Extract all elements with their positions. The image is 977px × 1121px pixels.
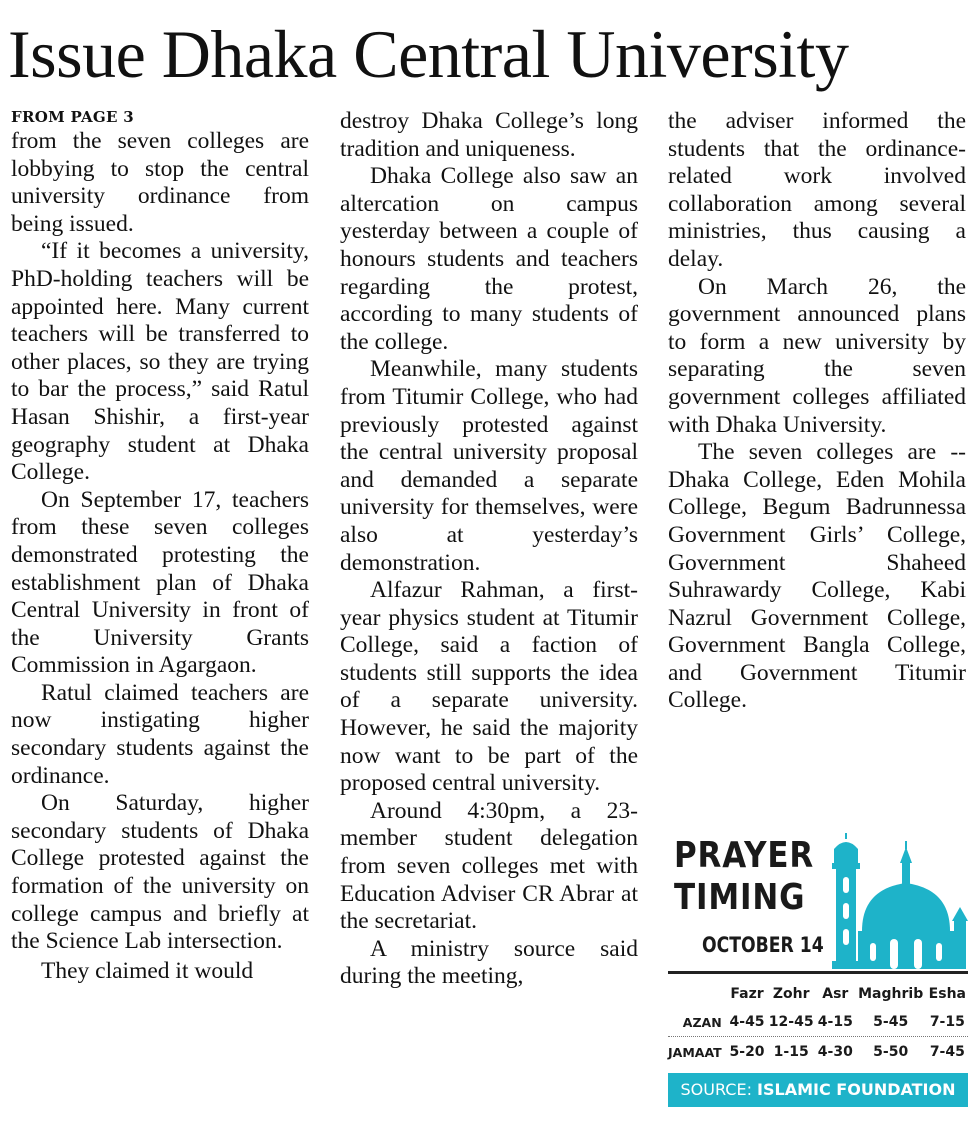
kicker: FROM PAGE 3 [11, 108, 135, 126]
table-row [668, 1037, 968, 1067]
row-label: AZAN [682, 1014, 722, 1030]
paragraph: They claimed it would [41, 957, 254, 984]
source-label: SOURCE: [680, 1080, 758, 1099]
mosque-icon [818, 833, 968, 969]
article-column-1 [11, 106, 309, 985]
prayer-table [668, 981, 968, 1067]
time-cell: 4-15 [817, 1014, 853, 1030]
paragraph: from the seven colleges are lobbying to stop the central university ordinance from being issued. [11, 128, 309, 237]
paragraph: Around 4:30pm, a 23-member student delegation from seven colleges met with Education Adviser CR Abrar at the secretariat. [340, 797, 638, 935]
time-cell: 5-20 [729, 1044, 765, 1060]
paragraph: Alfazur Rahman, a first-year physics student at Titumir College, said a faction of students still supports the idea of a separate university. However, he said the majority now want to be part of the proposed central university. [340, 577, 638, 797]
paragraph: A ministry source said during the meeting, [340, 935, 638, 990]
title-line-1: PRAYER [674, 835, 815, 876]
prayer-timing-box [668, 833, 968, 1108]
paragraph: “If it becomes a university, PhD-holding teachers will be appointed here. Many current teachers will be transferred to other places, so they are trying to bar the process,” said Ratul Hasan Shishir, a first-year geography student at Dhaka College. [11, 238, 309, 486]
paragraph: On Saturday, higher secondary students of Dhaka College protested against the formation of the university on college campus and briefly at the Science Lab intersection. [11, 790, 309, 955]
source-name: ISLAMIC FOUNDATION [757, 1080, 956, 1099]
row-label: JAMAAT [668, 1044, 722, 1060]
headline: Issue Dhaka Central University [8, 16, 849, 92]
time-cell: 4-45 [729, 1014, 765, 1030]
source-bar [668, 1073, 968, 1107]
prayer-header-row [668, 981, 968, 1007]
article-column-3 [668, 108, 966, 715]
row-separator [668, 1036, 968, 1037]
paragraph: the adviser informed the students that the ordinance-related work involved collaboration among several ministries, thus causing a delay. [668, 108, 966, 272]
paragraph: Dhaka College also saw an altercation on campus yesterday between a couple of honours students and teachers regarding the protest, according to many students of the college. [340, 163, 638, 355]
paragraph: destroy Dhaka College’s long tradition and uniqueness. [340, 108, 638, 162]
paragraph: Ratul claimed teachers are now instigating higher secondary students against the ordinance. [11, 679, 309, 789]
title-line-2: TIMING [674, 877, 806, 918]
paragraph: On September 17, teachers from these seven colleges demonstrated protesting the establishment plan of Dhaka Central University in front of the University Grants Commission in Agargaon. [11, 486, 309, 679]
paragraph: Meanwhile, many students from Titumir College, who had previously protested against the central university proposal and demanded a separate university for themselves, were also at yesterday’s demonstration. [340, 356, 638, 576]
prayer-date: OCTOBER 14 [702, 933, 824, 957]
paragraph: The seven colleges are -- Dhaka College, Eden Mohila College, Begum Badrunnessa Government Girls’ College, Government Shaheed Suhrawardy College, Kabi Nazrul Government College, Government Bangla College, and Government Titumir College. [668, 439, 966, 714]
paragraph: On March 26, the government announced plans to form a new university by separating the seven government colleges affiliated with Dhaka University. [668, 273, 966, 438]
header-asr: Asr [822, 986, 849, 1002]
time-cell: 7-15 [929, 1014, 965, 1030]
prayer-divider [668, 971, 968, 974]
time-cell: 5-45 [873, 1014, 909, 1030]
time-cell: 7-45 [929, 1044, 965, 1060]
header-esha: Esha [928, 986, 966, 1002]
empty-header [668, 981, 728, 1007]
time-cell: 12-45 [768, 1014, 814, 1030]
time-cell: 4-30 [817, 1044, 853, 1060]
header-fazr: Fazr [730, 986, 764, 1002]
header-zohr: Zohr [772, 986, 810, 1002]
article-column-2 [340, 108, 638, 991]
header-maghrib: Maghrib [858, 986, 924, 1002]
time-cell: 5-50 [873, 1044, 909, 1060]
prayer-timing-title [674, 835, 814, 919]
time-cell: 1-15 [773, 1044, 809, 1060]
table-row [668, 1007, 968, 1037]
